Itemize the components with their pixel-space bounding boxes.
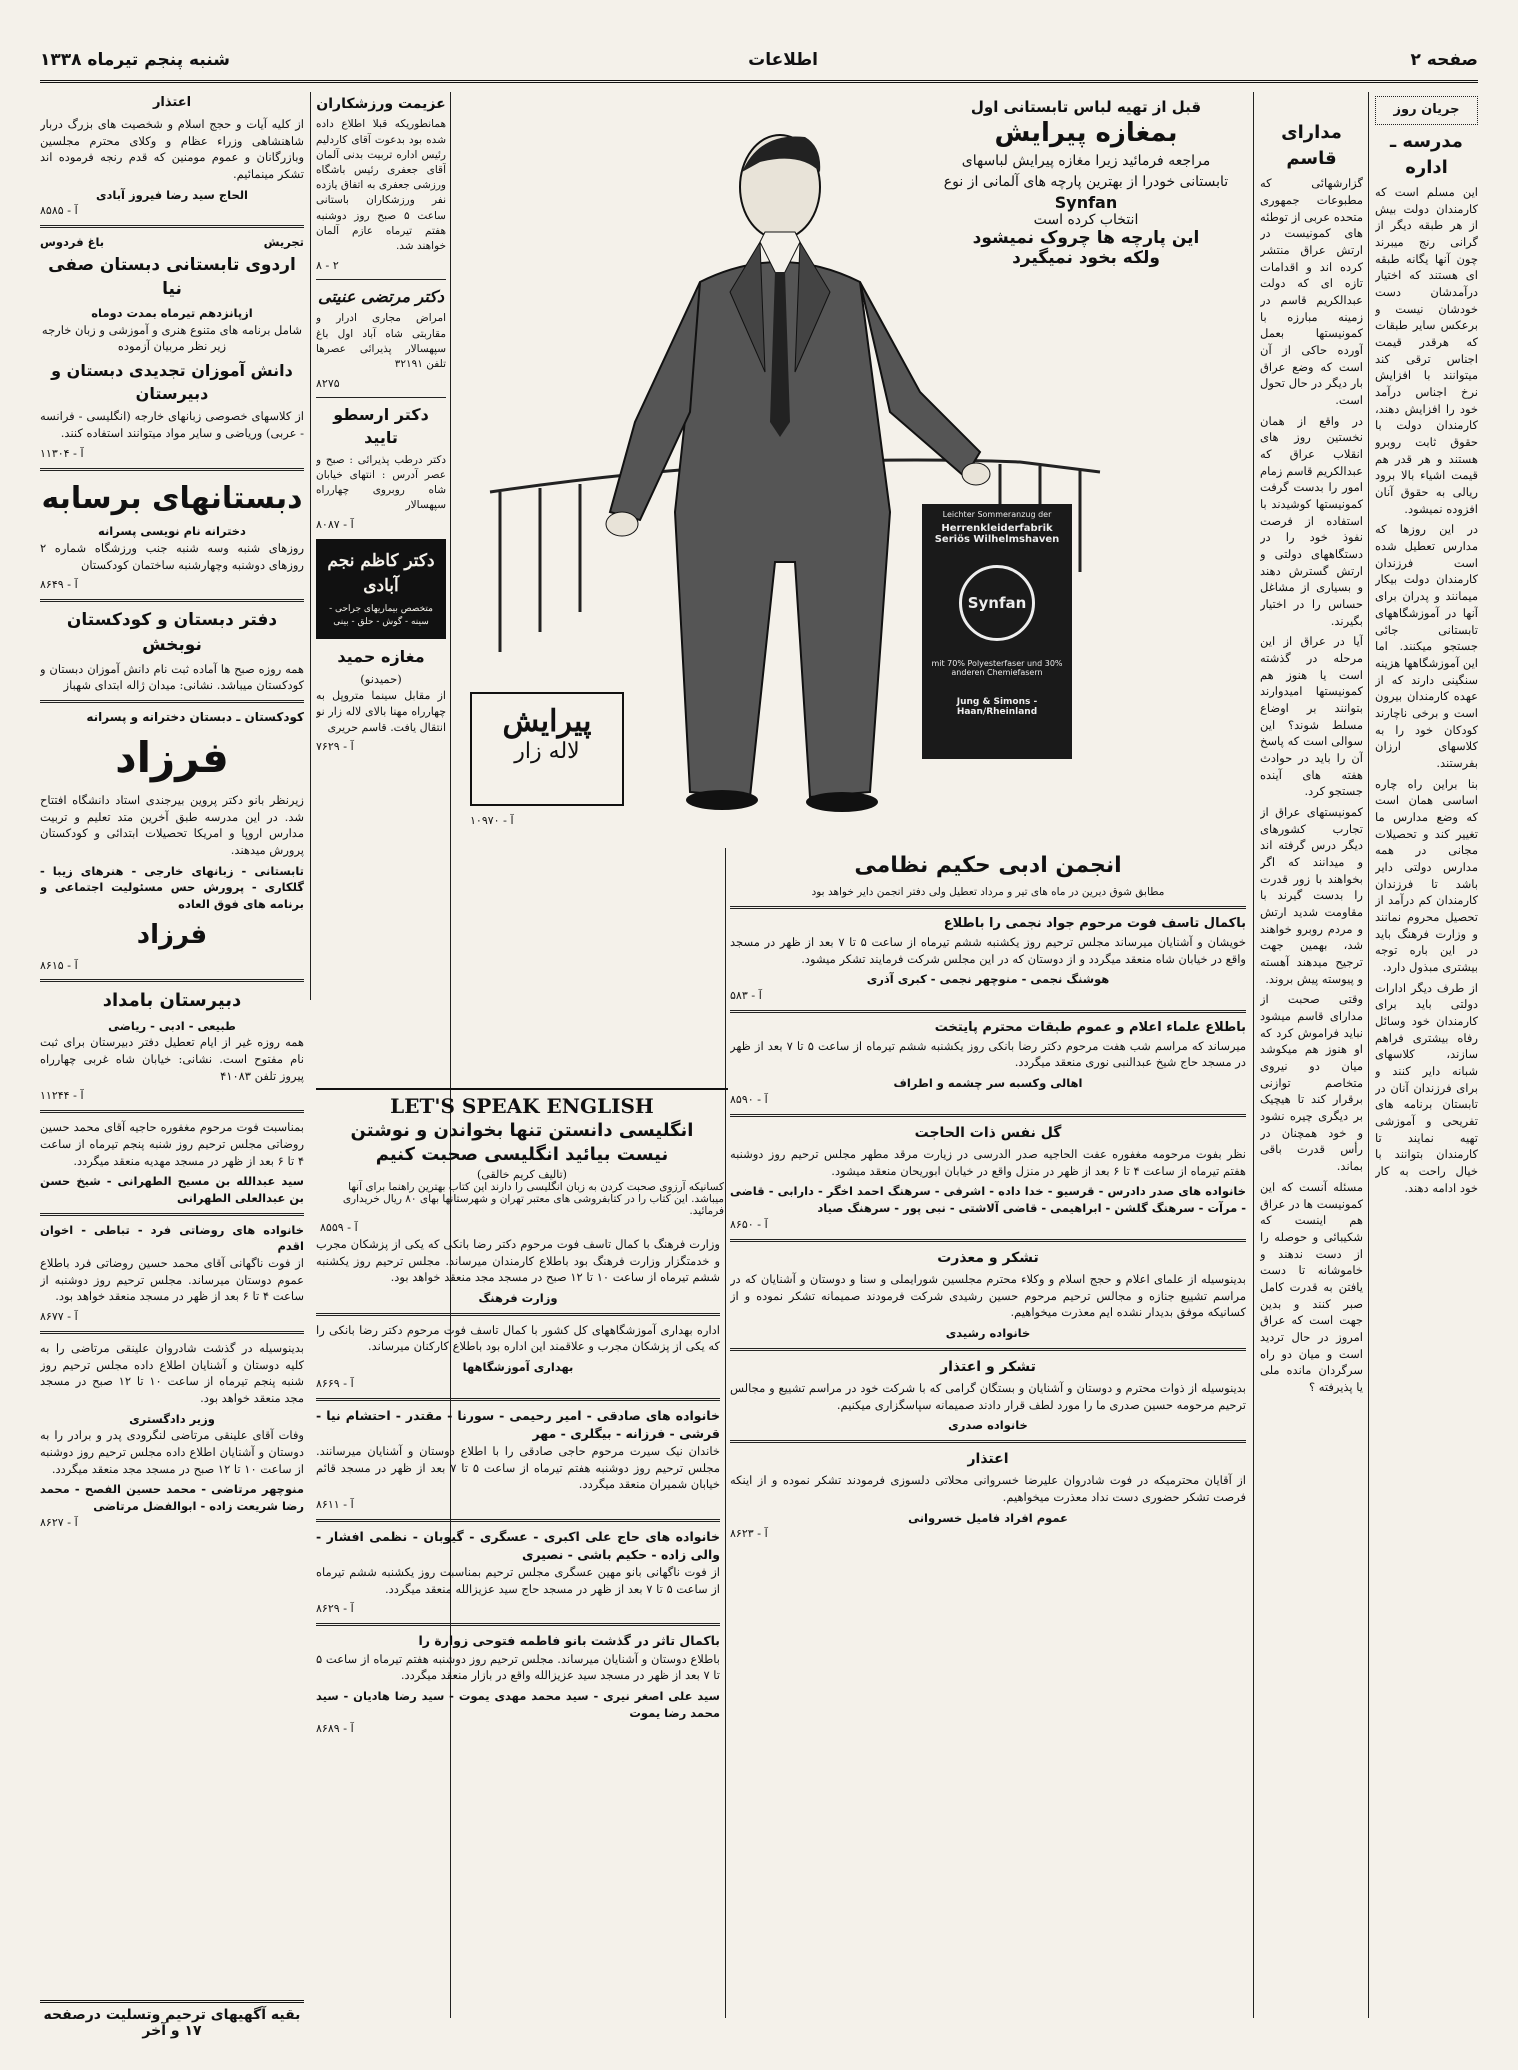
ad-code: آ - ۸۶۴۹: [40, 578, 78, 592]
notice-heading: باطلاع علماء اعلام و عموم طبقات محترم پایتخت: [934, 1019, 1246, 1035]
school-title-large: فرزاد: [115, 733, 229, 783]
notice-heading: خانواده های صادقی - امیر رحیمی - سورنا - مقتدر - احتشام نیا - قرشی - فرزانه - بیگلری - مهر: [316, 1407, 720, 1441]
notice-signature: سید علی اصغر نیری - سید محمد مهدی یموت - سید رضا هادیان - سید محمد رضا یموت: [316, 1688, 720, 1720]
ad-code: ۸۲۷۵: [316, 377, 340, 391]
column-notices-right: [730, 848, 1246, 2020]
article-paragraph: آیا در عراق از این مرحله در گذشته است یا هنوز هم کمونیستها امیدوارند بتوانند بر اوضاع مسلط شوند؟ این سوالی است که پاسخ آن را باید در حوادث هفته های آینده جستجو کرد.: [1260, 634, 1363, 799]
article-paragraph: کمونیستهای عراق از تجارب کشورهای دیگر درس گرفته اند و میدانند که اگر بخواهند با زور قدرت را بدست گیرند با مقاومت شدید ارتش و مردم روبرو خواهند شد، بهمین جهت ترجیح میدهند آهسته و پیوسته پیش بروند.: [1260, 805, 1363, 986]
ad-text: همه روزه غیر از ایام تعطیل دفتر دبیرستان برای ثبت نام مفتوح است. نشانی: خیابان شاه غربی چهارراه پیروز تلفن ۴۱۰۸۳: [40, 1035, 304, 1083]
article-paragraph: گزارشهائی که مطبوعات جمهوری متحده عربی از توطئه های کمونیست در ارتش عراق منتشر کرده اند و اقدامات تازه ای که دولت عبدالکریم قاسم در زمینه مبارزه با کمونیستها بعمل آورده حاکی از آن است که وضع عراق بار دیگر در حال تحول است.: [1260, 176, 1363, 407]
ad-code: آ - ۸۵۵۹: [320, 1221, 358, 1234]
notice-heading: اعتذار: [152, 95, 192, 110]
ad-claim: این پارچه ها چروک نمیشود: [972, 228, 1200, 248]
synfan-label: [922, 504, 1072, 759]
notice-signature: خانواده رشیدی: [945, 1325, 1031, 1340]
suit-advertisement: [460, 92, 1246, 837]
notice-title: انجمن ادبی حکیم نظامی: [854, 853, 1122, 878]
ad-body: مراجعه فرمائید زیرا مغازه پیرایش لباسهای تابستانی خودرا از بهترین پارچه های آلمانی از نوع: [943, 153, 1229, 190]
english-headline: انگلیسی دانستن تنها بخواندن و نوشتن: [350, 1120, 694, 1141]
ad-body-2: انتخاب کرده است: [1033, 212, 1139, 228]
notice-heading: گل نفس ذات الحاجت: [914, 1124, 1062, 1141]
label-line: Herrenkleiderfabrik Seriös Wilhelmshaven: [934, 523, 1060, 545]
ad-title: دانش آموزان تجدیدی دبستان و دبیرستان: [51, 361, 293, 404]
ad-text: از مقابل سینما متروپل به چهارراه مهنا بالای لاله زار نو انتقال یافت. قاسم حریری: [316, 688, 446, 734]
ad-claim-2: ولکه بخود نمیگیرد: [1012, 248, 1160, 268]
notice-subtitle: مطابق شوق دیرین در ماه های تیر و مرداد تعطیل ولی دفتر انجمن دایر خواهد بود: [811, 885, 1165, 898]
shop-logo: پیرایش: [502, 704, 592, 739]
label-line: mit 70% Polyesterfaser und 30% anderen Chemiefasern: [931, 659, 1063, 677]
column-rule: [1368, 92, 1369, 2018]
editorial-paragraph: در این روزها که مدارس تعطیل شده است فرزندان کارمندان دولت بیکار میمانند و پدران برای آنها در آموزشگاههای تابستانی جائی جستجو میکنند. اما این آموزشگاهها هزینه سنگینی دارند که از عهده کارمندان بیرون است و برخی ناچارند کودکان خود را به کلاسهای ارزان بفرستند.: [1375, 522, 1478, 770]
ad-code: آ - ۱۱۳۰۴: [40, 446, 84, 460]
ad-text: همانطوریکه قبلا اطلاع داده شده بود بدعوت آقای کاردلیم رئیس اداره تربیت بدنی آلمان آقای جعفری رئیس باشگاه ورزشی جعفری به اتفاق یازده نفر ورزشکاران باستانی ساعت ۵ صبح روز دوشنبه هفتم تیرماه عازم آلمان خواهند شد.: [316, 118, 446, 253]
english-book-ad: [316, 1088, 728, 1238]
ad-title: اردوی تابستانی دبستان صفی نیا: [48, 254, 296, 300]
notice-heading: اعتذار: [967, 1450, 1009, 1467]
article-paragraph: در واقع از همان نخستین روز های انقلاب عراق که عبدالکریم قاسم زمام امور را بدست گرفت کمونیستها کوشیدند با استفاده از فرصت نفوذ خود را در دستگاههای دولتی و ارتش گسترش دهند و بسیاری از مشاغل حساس را در اختیار بگیرند.: [1260, 413, 1363, 628]
notice-body: وزارت فرهنگ با کمال تاسف فوت مرحوم دکتر رضا بانکی که یکی از پزشکان مجرب و خدمتگزار وزارت فرهنگ بود باطلاع کارمندان میرساند. مجلس ترحیم روز یکشنبه ششم تیرماه از ساعت ۱۰ تا ۱۲ صبح در مسجد مجد منعقد خواهد بود.: [316, 1237, 720, 1285]
shop-location: لاله زار: [514, 739, 580, 764]
column-small-ads: [316, 92, 446, 1000]
section-box-title: جریان روز: [1375, 96, 1478, 125]
ad-text: شامل برنامه های متنوع هنری و آموزشی و زبان خارجه زیر نظر مربیان آزموده: [41, 322, 303, 354]
notice-signature: سید عبدالله بن مسیح الطهرانی - شیخ حسن بن عبدالعلی الطهرانی: [40, 1174, 304, 1205]
notice-signature: هوشنگ نجمی - منوچهر نجمی - کبری آذری: [866, 972, 1110, 987]
notice-body: از کلیه آیات و حجج اسلام و شخصیت های بزرگ دربار شاهنشاهی وزراء عظام و وکلای محترم مجلسین وبازرگانان و عموم مومنین که قدم رنجه فرموده اند تشکر مینمائیم.: [40, 116, 304, 181]
notice-body: میرساند که مراسم شب هفت مرحوم دکتر رضا بانکی روز یکشنبه ششم تیرماه از ساعت ۵ تا ۷ بعد از ظهر در مسجد حاج شیخ عبدالنبی نوری منعقد میگردد.: [730, 1038, 1246, 1070]
doctor-name: دکتر ارسطو تایید: [333, 405, 429, 448]
notice-body: باطلاع دوستان و آشنایان میرساند. مجلس ترحیم روز دوشنبه هفتم تیرماه از ساعت ۵ تا ۷ بعد از ظهر در مسجد سید عزیزالله واقع در بازار منعقد میگردد.: [316, 1651, 720, 1683]
ad-text: تابستانی - زبانهای خارجی - هنرهای زیبا - گلکاری - پرورش حس مسئولیت اجتماعی و برنامه های فوق العاده: [40, 863, 304, 912]
ad-region: تجریش: [263, 235, 304, 250]
column-notices-middle: [316, 1236, 720, 2020]
ad-text: همه روزه صبح ها آماده ثبت نام دانش آموزان دبستان و کودکستان میباشد. نشانی: میدان ژاله ابتدای شهباز: [40, 661, 304, 693]
school-title: دبیرستان بامداد: [102, 990, 242, 1012]
doctor-name: دکتر کاظم نجم آبادی: [327, 551, 435, 597]
notice-body: بدینوسیله از ذوات محترم و دوستان و آشنایان و بستگان گرامی که با شرکت خود در مراسم تشییع و مجالس ترحیم مرحومه حسین صدری ما را مورد لطف قرار دادند صمیمانه سپاسگزاری میکنیم.: [730, 1380, 1246, 1412]
notice-signature: عموم افراد فامیل خسروانی: [908, 1510, 1068, 1525]
notice-signature: الحاج سید رضا فیروز آبادی: [95, 187, 249, 202]
editorial-title: مدرسه ـ اداره: [1390, 130, 1463, 178]
ad-text: از کلاسهای خصوصی زبانهای خارجه (انگلیسی - فرانسه - عربی) وریاضی و سایر مواد میتوانند استفاده کنند.: [40, 409, 304, 441]
article-paragraph: وقتی صحبت از مدارای قاسم میشود نباید فراموش کرد که او هنوز هم میکوشد میان دو نیروی متخاصم توازنی برقرار کند تا هیچیک بر دیگری چیره نشود و خود همچنان در رأس قدرت باقی بماند.: [1260, 992, 1363, 1174]
ad-code: آ - ۱۰۹۷۰: [470, 814, 514, 827]
english-title: LET'S SPEAK ENGLISH: [390, 1094, 654, 1118]
ad-subtitle: ازپانزدهم تیرماه بمدت دوماه: [91, 306, 253, 321]
column-article: [1260, 92, 1363, 2020]
article-title: مدارای قاسم: [1281, 122, 1342, 170]
notice-heading: خانواده های حاج علی اکبری - عسگری - گیوبان - نظمی افشار - والی زاده - حکیم باشی - نصیری: [316, 1528, 720, 1562]
ad-location-row: [40, 234, 304, 251]
ad-shop-name: بمغازه پیرایش: [994, 118, 1178, 148]
notice-heading: باکمال تاثر در گذشت بانو فاطمه فتوحی زوارة را: [418, 1633, 720, 1649]
column-left: [40, 92, 304, 2020]
notice-body: از آقایان محترمیکه در فوت شادروان علیرضا خسروانی محلاتی دلسوزی فرمودند تشکر نموده و از اینکه فرصت تشکر حضوری دست نداد معذرت میخواهیم.: [730, 1473, 1246, 1504]
newspaper-name: اطلاعات: [748, 50, 818, 70]
page-number: صفحه ۲: [1410, 50, 1478, 70]
page-header: [40, 40, 1478, 83]
notice-body: وفات آقای علینقی مرتاضی لنگرودی پدر و برادر را به دوستان و آشنایان اطلاع داده مجلس ترحیم روز دوشنبه از ساعت ۱۰ تا ۱۲ صبح در مسجد مجد منعقد میگردد.: [40, 1428, 304, 1476]
notice-heading: تشکر و معذرت: [937, 1249, 1039, 1266]
ad-code: آ - ۸۶۱۱: [316, 1497, 354, 1511]
column-rule: [1253, 92, 1254, 2018]
editorial-paragraph: از طرف دیگر ادارات دولتی باید برای کارمندان خود وسائل رفاه بیشتری فراهم سازند، کلاسهای شبانه دایر کنند و برای فرزندان آنان در تابستان برنامه های تفریحی و آموزشی تهیه نمایند تا کارمندان بتوانند با خیال راحت به کار خود ادامه دهند.: [1375, 980, 1478, 1195]
ad-code: آ - ۸۶۲۷: [40, 1515, 78, 1529]
ad-code: آ - ۸۶۸۹: [316, 1722, 354, 1736]
notice-body: خاندان نیک سیرت مرحوم حاجی صادقی را با اطلاع دوستان و آشنایان میرسانند. مجلس ترحیم روز دوشنبه هفتم تیرماه از ساعت ۵ تا ۷ بعد از ظهر در مسجد قائم خیابان شمیران منعقد میگردد.: [316, 1443, 720, 1492]
notice-body: بدینوسیله در گذشت شادروان علینقی مرتاضی را به کلیه دوستان و آشنایان اطلاع داده مجلس ترحیم روز شنبه پنجم تیرماه از ساعت ۱۰ تا ۱۲ صبح در مسجد مجد منعقد خواهد بود.: [40, 1340, 304, 1405]
ad-code: آ - ۸۶۵۰: [730, 1217, 768, 1231]
notice-body: خویشان و آشنایان میرساند مجلس ترحیم روز یکشنبه ششم تیرماه از ساعت ۵ تا ۷ بعد از ظهر در مسجد واقع در خیابان شاه منعقد میگردد و از دوستان که در این مجلس شرکت فرمایند تشکر میشود.: [730, 934, 1246, 966]
ad-code: ۸ - ۲: [316, 259, 339, 273]
notice-body: از فوت ناگهانی آقای محمد حسین روضاتی فرد باطلاع عموم دوستان میرساند. مجلس ترحیم روز دوشنبه از ساعت ۴ تا ۶ بعد از ظهر در مسجد منعقد خواهد بود.: [40, 1255, 304, 1304]
page-footer-note: بقیه آگهیهای ترحیم وتسلیت درصفحه ۱۷ و آخر: [40, 2000, 304, 2039]
ad-place: باغ فردوس: [40, 235, 105, 250]
notice-signature: منوچهر مرتاضی - محمد حسین الفصح - محمد رضا شریعت زاده - ابوالفضل مرتاضی: [40, 1482, 304, 1513]
editorial-paragraph: این مسلم است که کارمندان دولت بیش از هر طبقه دیگر از گرانی رنج میبرند چون آنها یگانه طبقه اى هستند که اختیار درآمدشان دست خودشان نیست و برعکس سایر طبقات که هرقدر قیمت اجناس ترقی کند میتوانند با افزایش نرخ اجناس درآمد خود را افزایش دهند، کارمندان دولت با حقوق ثابت روبرو هستند و هر قدر هم قیمت اشیاء بالا برود ریالی به حقوق آنان افزوده نمیشود.: [1375, 185, 1478, 516]
column-editorial: [1375, 92, 1478, 2020]
notice-signature: خانواده های صدر دادرس - قرسیو - خدا داده - اشرفی - سرهنگ احمد اخگر - دارابی - قاضی - مرآت - سرهنگ گلشن - ابراهیمی - قاضی آلاشتی - نبی پور - سرهنگ صیاد: [730, 1184, 1246, 1216]
english-headline-2: نیست بیائید انگلیسی صحبت کنیم: [375, 1144, 669, 1165]
ad-code: آ - ۵۸۳: [730, 988, 762, 1002]
notice-signature: وزیر دادگستری: [129, 1411, 215, 1426]
notice-signature: اهالی وکسبه سر چشمه و اطراف: [893, 1076, 1083, 1091]
ad-code: آ - ۸۶۲۳: [730, 1527, 768, 1541]
notice-heading: باکمال تاسف فوت مرحوم جواد نجمی را باطلاع: [943, 916, 1246, 932]
ad-code: آ - ۸۶۶۹: [316, 1376, 354, 1390]
editorial-paragraph: بنا براین راه چاره اساسی همان است که وضع مدارس ما تغییر کند و تحصیلات مجانی در همه مدارس دولتی دایر باشد تا فرزندان کارمندان کم درآمد از تحصیل محروم نمانند و وزارت فرهنگ باید در این باره توجه بیشتری مبذول دارد.: [1375, 776, 1478, 974]
notice-heading: تشکر و اعتذار: [940, 1358, 1036, 1375]
school-subtitle: کودکستان ـ دبستان دخترانه و پسرانه: [86, 709, 304, 724]
doctor-ad-dark: [316, 539, 446, 638]
notice-signature: وزارت فرهنگ: [478, 1291, 558, 1306]
article-paragraph: مسئله آنست که این کمونیست ها در عراق هم اینست که شکیبائی و حوصله را از دست ندهند و خاموشانه تا دست یافتن به قدرت کامل صبر کنند و بدین جهت است که عراق امروز در حال تردید است و میان دو راه سرگردان مانده ملی یا پذیرفته ؟: [1260, 1179, 1363, 1394]
shop-subtitle: (حمیدنو): [360, 671, 402, 686]
ad-text: امراض مجاری ادرار و مقاربتی شاه آباد اول باغ سپهسالار پذیرائی عصرها تلفن ۳۲۱۹۱: [316, 312, 446, 371]
ad-code: آ - ۱۱۲۴۴: [40, 1089, 84, 1103]
ad-code: آ - ۷۶۲۹: [316, 740, 354, 754]
ad-code: آ - ۸۶۱۵: [40, 958, 78, 972]
notice-body: بدینوسیله از علمای اعلام و حجج اسلام و وکلاء محترم مجلسین شورایملی و سنا و دوستان و آشنایان که در مراسم تشییع جنازه و مجالس ترحیم مرحوم حسین رشیدی شرکت فرمودند صمیمانه تشکر نموده و از کسانیکه موفق بدیدار نشده ایم معذرت میخواهیم.: [730, 1271, 1246, 1320]
ad-code: آ - ۸۶۷۷: [40, 1309, 78, 1323]
ad-headline: قبل از تهیه لباس تابستانی اول: [970, 98, 1202, 116]
synfan-logo: Synfan: [959, 565, 1035, 641]
ad-title: عزیمت ورزشکاران: [316, 96, 446, 112]
column-rule: [310, 92, 311, 1000]
notice-body: از فوت ناگهانی بانو مهین عسگری مجلس ترحیم بمناسبت روز یکشنبه ششم تیرماه از ساعت ۵ تا ۷ بعد از ظهر در مسجد حاج سید عزیزالله منعقد میگردد.: [316, 1565, 720, 1596]
notice-signature: خانواده صدری: [948, 1418, 1028, 1433]
ad-brand: Synfan: [1054, 193, 1118, 212]
notice-heading: خانواده های روضاتی فرد - تباطی - اخوان اقدم: [40, 1222, 304, 1254]
english-author: (تالیف کریم خالقی): [477, 1168, 567, 1181]
school-subtitle: دخترانه نام نویسی پسرانه: [98, 524, 246, 539]
notice-signature: بهداری آموزشگاهها: [462, 1360, 574, 1375]
column-rule: [725, 848, 726, 2018]
shop-logo-box: [470, 692, 624, 806]
ad-text: روزهای شنبه وسه شنبه جنب ورزشگاه شماره ۲ روزهای دوشنبه وچهارشنبه ساختمان کودکستان: [40, 540, 304, 572]
notice-body: بمناسبت فوت مرحوم مغفوره حاجیه آقای محمد حسین روضاتی مجلس ترحیم روز شنبه پنجم تیرماه از ساعت ۴ تا ۶ بعد از ظهر در مسجد مهدیه منعقد میگردد.: [40, 1120, 304, 1168]
issue-date: شنبه پنجم تیرماه ۱۳۳۸: [40, 50, 230, 70]
ad-text: دکتر درطب پذیرائی : صبح و عصر آدرس : انتهای خیابان شاه روبروی چهارراه سپهسالار: [316, 453, 446, 512]
shop-title: مغازه حمید: [337, 646, 425, 666]
notice-body: اداره بهداری آموزشگاههای کل کشور با کمال تاسف فوت مرحوم دکتر رضا بانکی را که یکی از پزشکان مجرب و علاقمند این اداره بود باطلاع کارکنان میرساند.: [316, 1322, 720, 1354]
ad-code: آ - ۸۵۹۰: [730, 1092, 768, 1106]
school-title: دبستانهای برسابه: [41, 480, 303, 516]
ad-text: متخصص بیماریهای جراحی - سینه - گوش - حلق - بینی: [329, 603, 433, 627]
school-title: فرزاد: [136, 919, 208, 950]
ad-code: آ - ۸۶۲۹: [316, 1602, 354, 1616]
ad-code: آ - ۸۰۸۷: [316, 518, 354, 532]
ad-title: دفتر دبستان و کودکستان نوبخش: [66, 610, 278, 655]
school-subtitle: طبیعی - ادبی - ریاضی: [108, 1018, 236, 1033]
notice-body: نظر بفوت مرحومه مغفوره عفت الحاجیه صدر الدرسی در زیارت مرقد مطهر مجلس ترحیم روز دوشنبه هفتم تیرماه از ساعت ۴ تا ۶ بعد از ظهر در منزل واقع در خیابان ابوریحان منعقد میشود.: [730, 1147, 1246, 1178]
doctor-name: دکتر مرتضی عنیتی: [318, 287, 444, 307]
english-body: کسانیکه آرزوی صحبت کردن به زبان انگلیسی را دارند این کتاب بهترین راهنما برای آنها میباشد. این کتاب را در کتابفروشی های معتبر تهران و شهرستانها بهای ۸۰ ریال خریداری فرمائید.: [342, 1181, 724, 1217]
ad-text: زیرنظر بانو دکتر پروین بیرجندی استاد دانشگاه افتتاح شد. در این مدرسه طبق آخرین متد تعلیم و تربیت مدارس اروپا و امریکا تحصیلات ابتدائی و کودکستان پرورش میدهند.: [40, 793, 304, 858]
label-line: Leichter Sommeranzug der: [942, 510, 1052, 519]
ad-code: آ - ۸۵۸۵: [40, 204, 78, 218]
label-line: Jung & Simons - Haan/Rheinland: [956, 697, 1038, 717]
